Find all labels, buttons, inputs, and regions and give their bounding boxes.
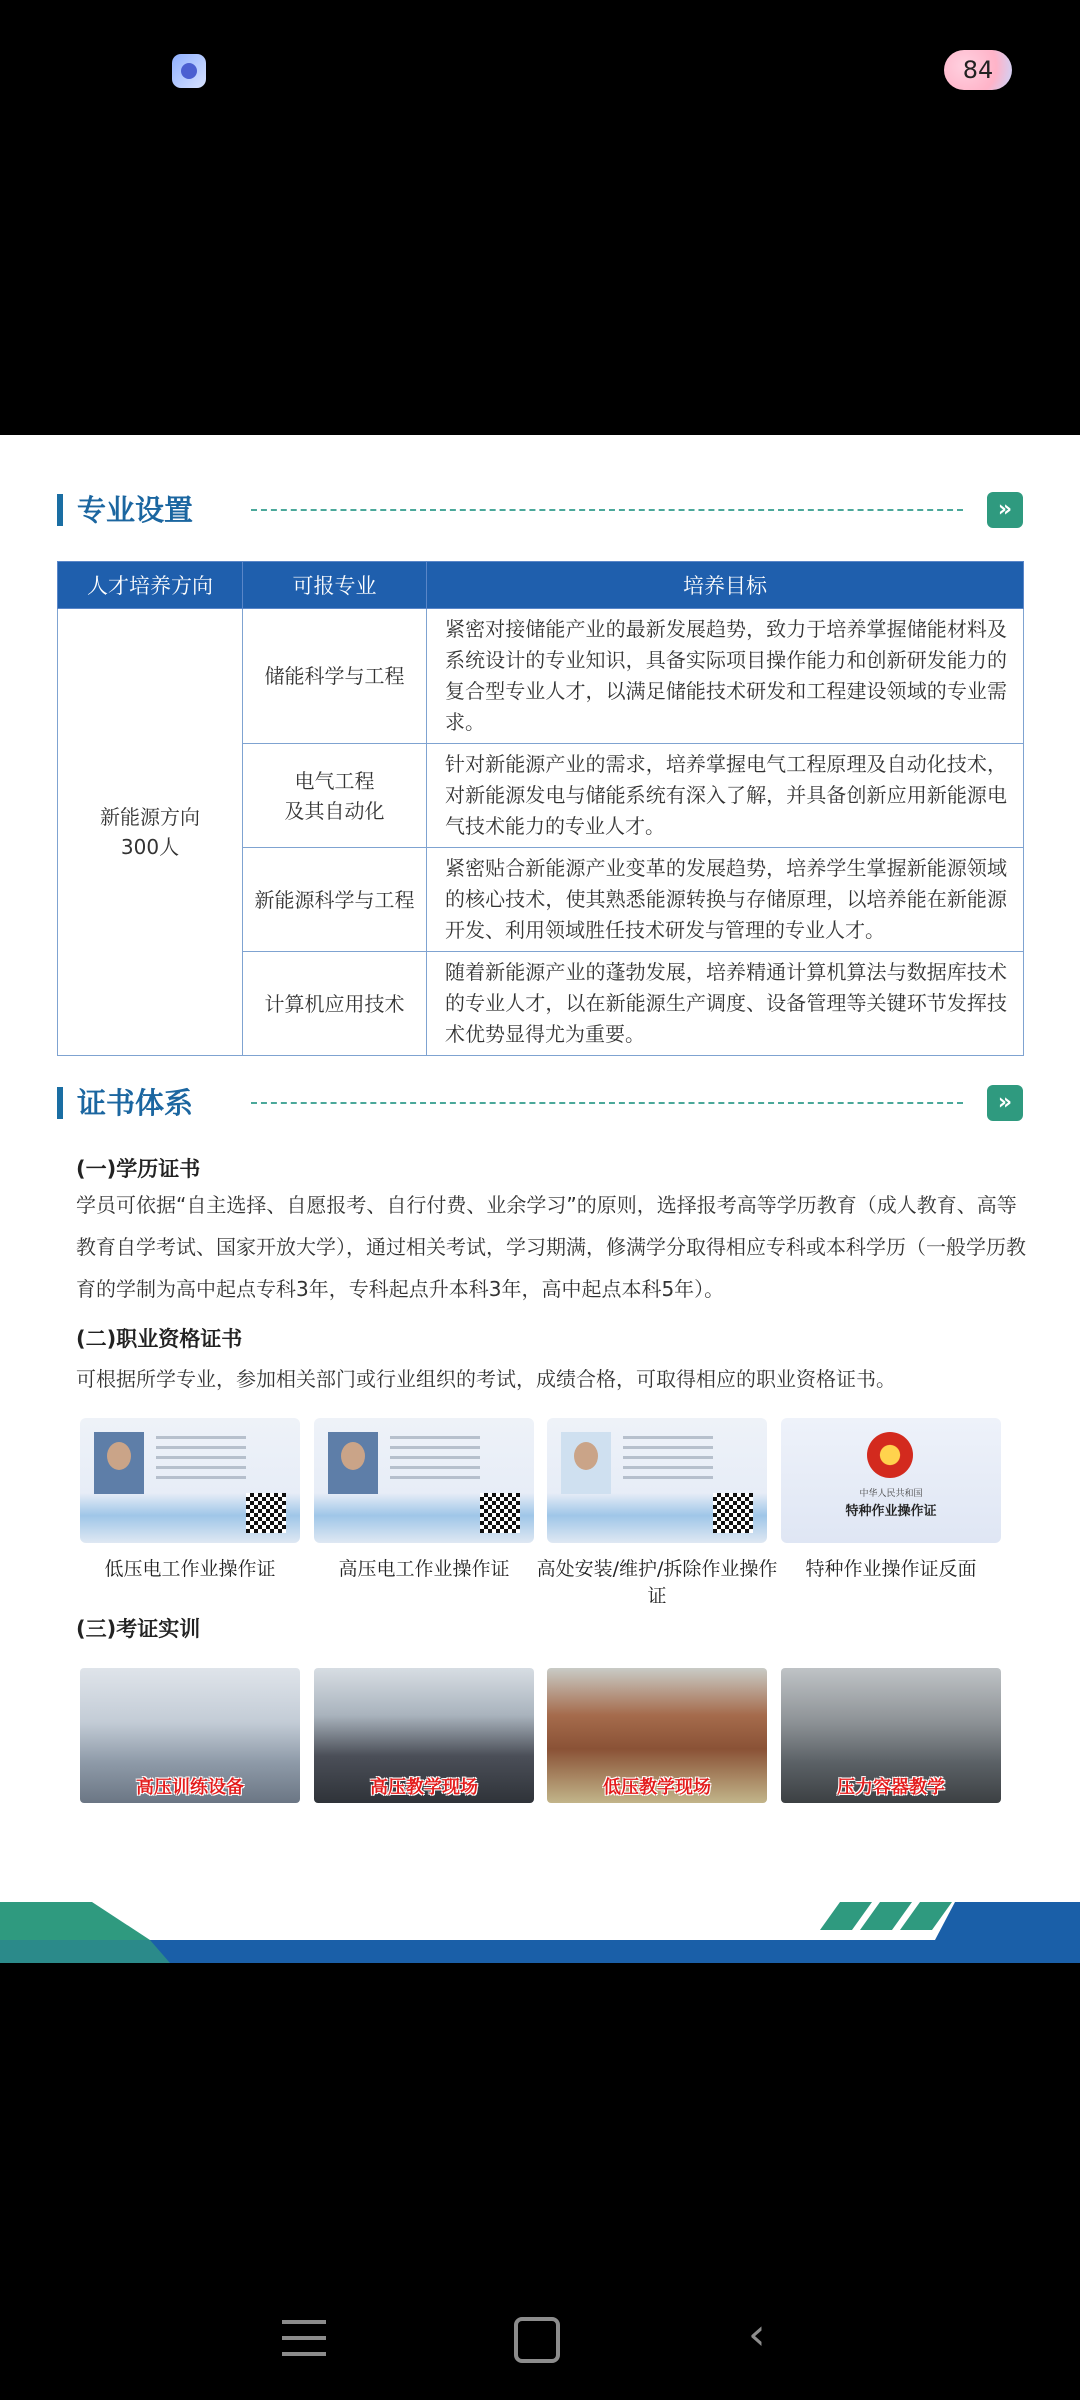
qr-code xyxy=(480,1493,520,1533)
subheading-qualification: (二)职业资格证书 xyxy=(76,1327,243,1351)
certificate-reverse-image: 中华人民共和国 特种作业操作证 xyxy=(781,1418,1001,1543)
section-header-certificates xyxy=(57,1083,1023,1123)
document-page xyxy=(0,435,1080,1963)
major-cell xyxy=(243,744,427,848)
training-photo xyxy=(314,1668,534,1803)
photo-tag: 压力容器教学 xyxy=(837,1777,945,1798)
footer-decoration xyxy=(0,1902,1080,1963)
qr-code xyxy=(246,1493,286,1533)
app-icon[interactable] xyxy=(172,54,206,88)
certificate-image xyxy=(80,1418,300,1543)
section-title: 证书体系 xyxy=(77,1086,194,1120)
training-photo xyxy=(781,1668,1001,1803)
column-header: 人才培养方向 xyxy=(58,562,243,609)
certificate-caption: 低压电工作业操作证 xyxy=(104,1558,276,1580)
paragraph-qualification: 可根据所学专业，参加相关部门或行业组织的考试，成绩合格，可取得相应的职业资格证书。 xyxy=(76,1367,896,1391)
major-cell xyxy=(243,848,427,952)
national-emblem xyxy=(867,1432,913,1478)
dashed-divider xyxy=(251,1102,963,1104)
system-nav-bar xyxy=(0,2270,1080,2400)
certificate-image xyxy=(547,1418,767,1543)
table-row xyxy=(58,609,1024,744)
paragraph-education: 学员可依据“自主选择、自愿报考、自行付费、业余学习”的原则，选择报考高等学历教育（成人教育、高等教育自学考试、国家开放大学），通过相关考试，学习期满，修满学分取得相应专科或本科学历（一般学历教育的学制为高中起点专科3年，专科起点升本科3年，高中起点本科5年）。 xyxy=(76,1193,1026,1301)
notification-badge[interactable]: 84 xyxy=(944,50,1012,90)
section-title: 专业设置 xyxy=(77,493,194,527)
photo-tag: 高压训练设备 xyxy=(136,1777,244,1798)
section-accent-bar xyxy=(57,494,63,526)
subheading-education: (一)学历证书 xyxy=(76,1157,201,1181)
id-photo xyxy=(561,1432,611,1494)
major-name: 及其自动化 xyxy=(284,798,385,823)
certificate-caption: 高压电工作业操作证 xyxy=(338,1558,510,1580)
back-icon[interactable]: ‹ xyxy=(748,2309,766,2360)
certificate-caption: 特种作业操作证反面 xyxy=(805,1558,977,1580)
major-name: 计算机应用技术 xyxy=(264,991,405,1016)
major-cell xyxy=(243,609,427,744)
goal-cell: 针对新能源产业的需求，培养掌握电气工程原理及自动化技术，对新能源发电与储能系统有深入了解，并具备创新应用新能源电气技术能力的专业人才。 xyxy=(427,744,1024,848)
section-accent-bar xyxy=(57,1087,63,1119)
dashed-divider xyxy=(251,509,963,511)
goal-cell: 紧密贴合新能源产业变革的发展趋势，培养学生掌握新能源领域的核心技术，使其熟悉能源转换与存储原理，以培养能在新能源开发、利用领域胜任技术研发与管理的专业人才。 xyxy=(427,848,1024,952)
direction-label: 新能源方向 xyxy=(100,805,200,829)
certificate-caption: 高处安装/维护/拆除作业操作证 xyxy=(536,1558,778,1607)
home-icon[interactable] xyxy=(514,2317,560,2363)
goal-cell: 随着新能源产业的蓬勃发展，培养精通计算机算法与数据库技术的专业人才，以在新能源生产调度、设备管理等关键环节发挥技术优势显得尤为重要。 xyxy=(427,952,1024,1056)
training-photo xyxy=(547,1668,767,1803)
major-name: 新能源科学与工程 xyxy=(254,887,415,912)
photo-tag: 高压教学现场 xyxy=(370,1777,478,1798)
certificate-image xyxy=(314,1418,534,1543)
qr-code xyxy=(713,1493,753,1533)
major-name: 电气工程 xyxy=(294,768,375,793)
column-header: 培养目标 xyxy=(427,562,1024,609)
photo-tag: 低压教学现场 xyxy=(603,1777,711,1798)
direction-cell xyxy=(58,609,243,1056)
double-chevron-right-icon: » xyxy=(987,1085,1023,1121)
double-chevron-right-icon: » xyxy=(987,492,1023,528)
goal-cell: 紧密对接储能产业的最新发展趋势，致力于培养掌握储能材料及系统设计的专业知识，具备实际项目操作能力和创新研发能力的复合型专业人才，以满足储能技术研发和工程建设领域的专业需求。 xyxy=(427,609,1024,744)
training-photo xyxy=(80,1668,300,1803)
id-photo xyxy=(94,1432,144,1494)
direction-count: 300人 xyxy=(120,835,180,859)
section-header-majors xyxy=(57,490,1023,530)
id-photo xyxy=(328,1432,378,1494)
status-bar xyxy=(0,0,1080,140)
column-header: 可报专业 xyxy=(243,562,427,609)
menu-icon[interactable] xyxy=(282,2318,326,2358)
table-header-row xyxy=(58,562,1024,609)
subheading-training: (三)考证实训 xyxy=(76,1617,201,1641)
major-name: 储能科学与工程 xyxy=(264,664,405,688)
major-cell xyxy=(243,952,427,1056)
majors-table xyxy=(57,561,1024,1056)
